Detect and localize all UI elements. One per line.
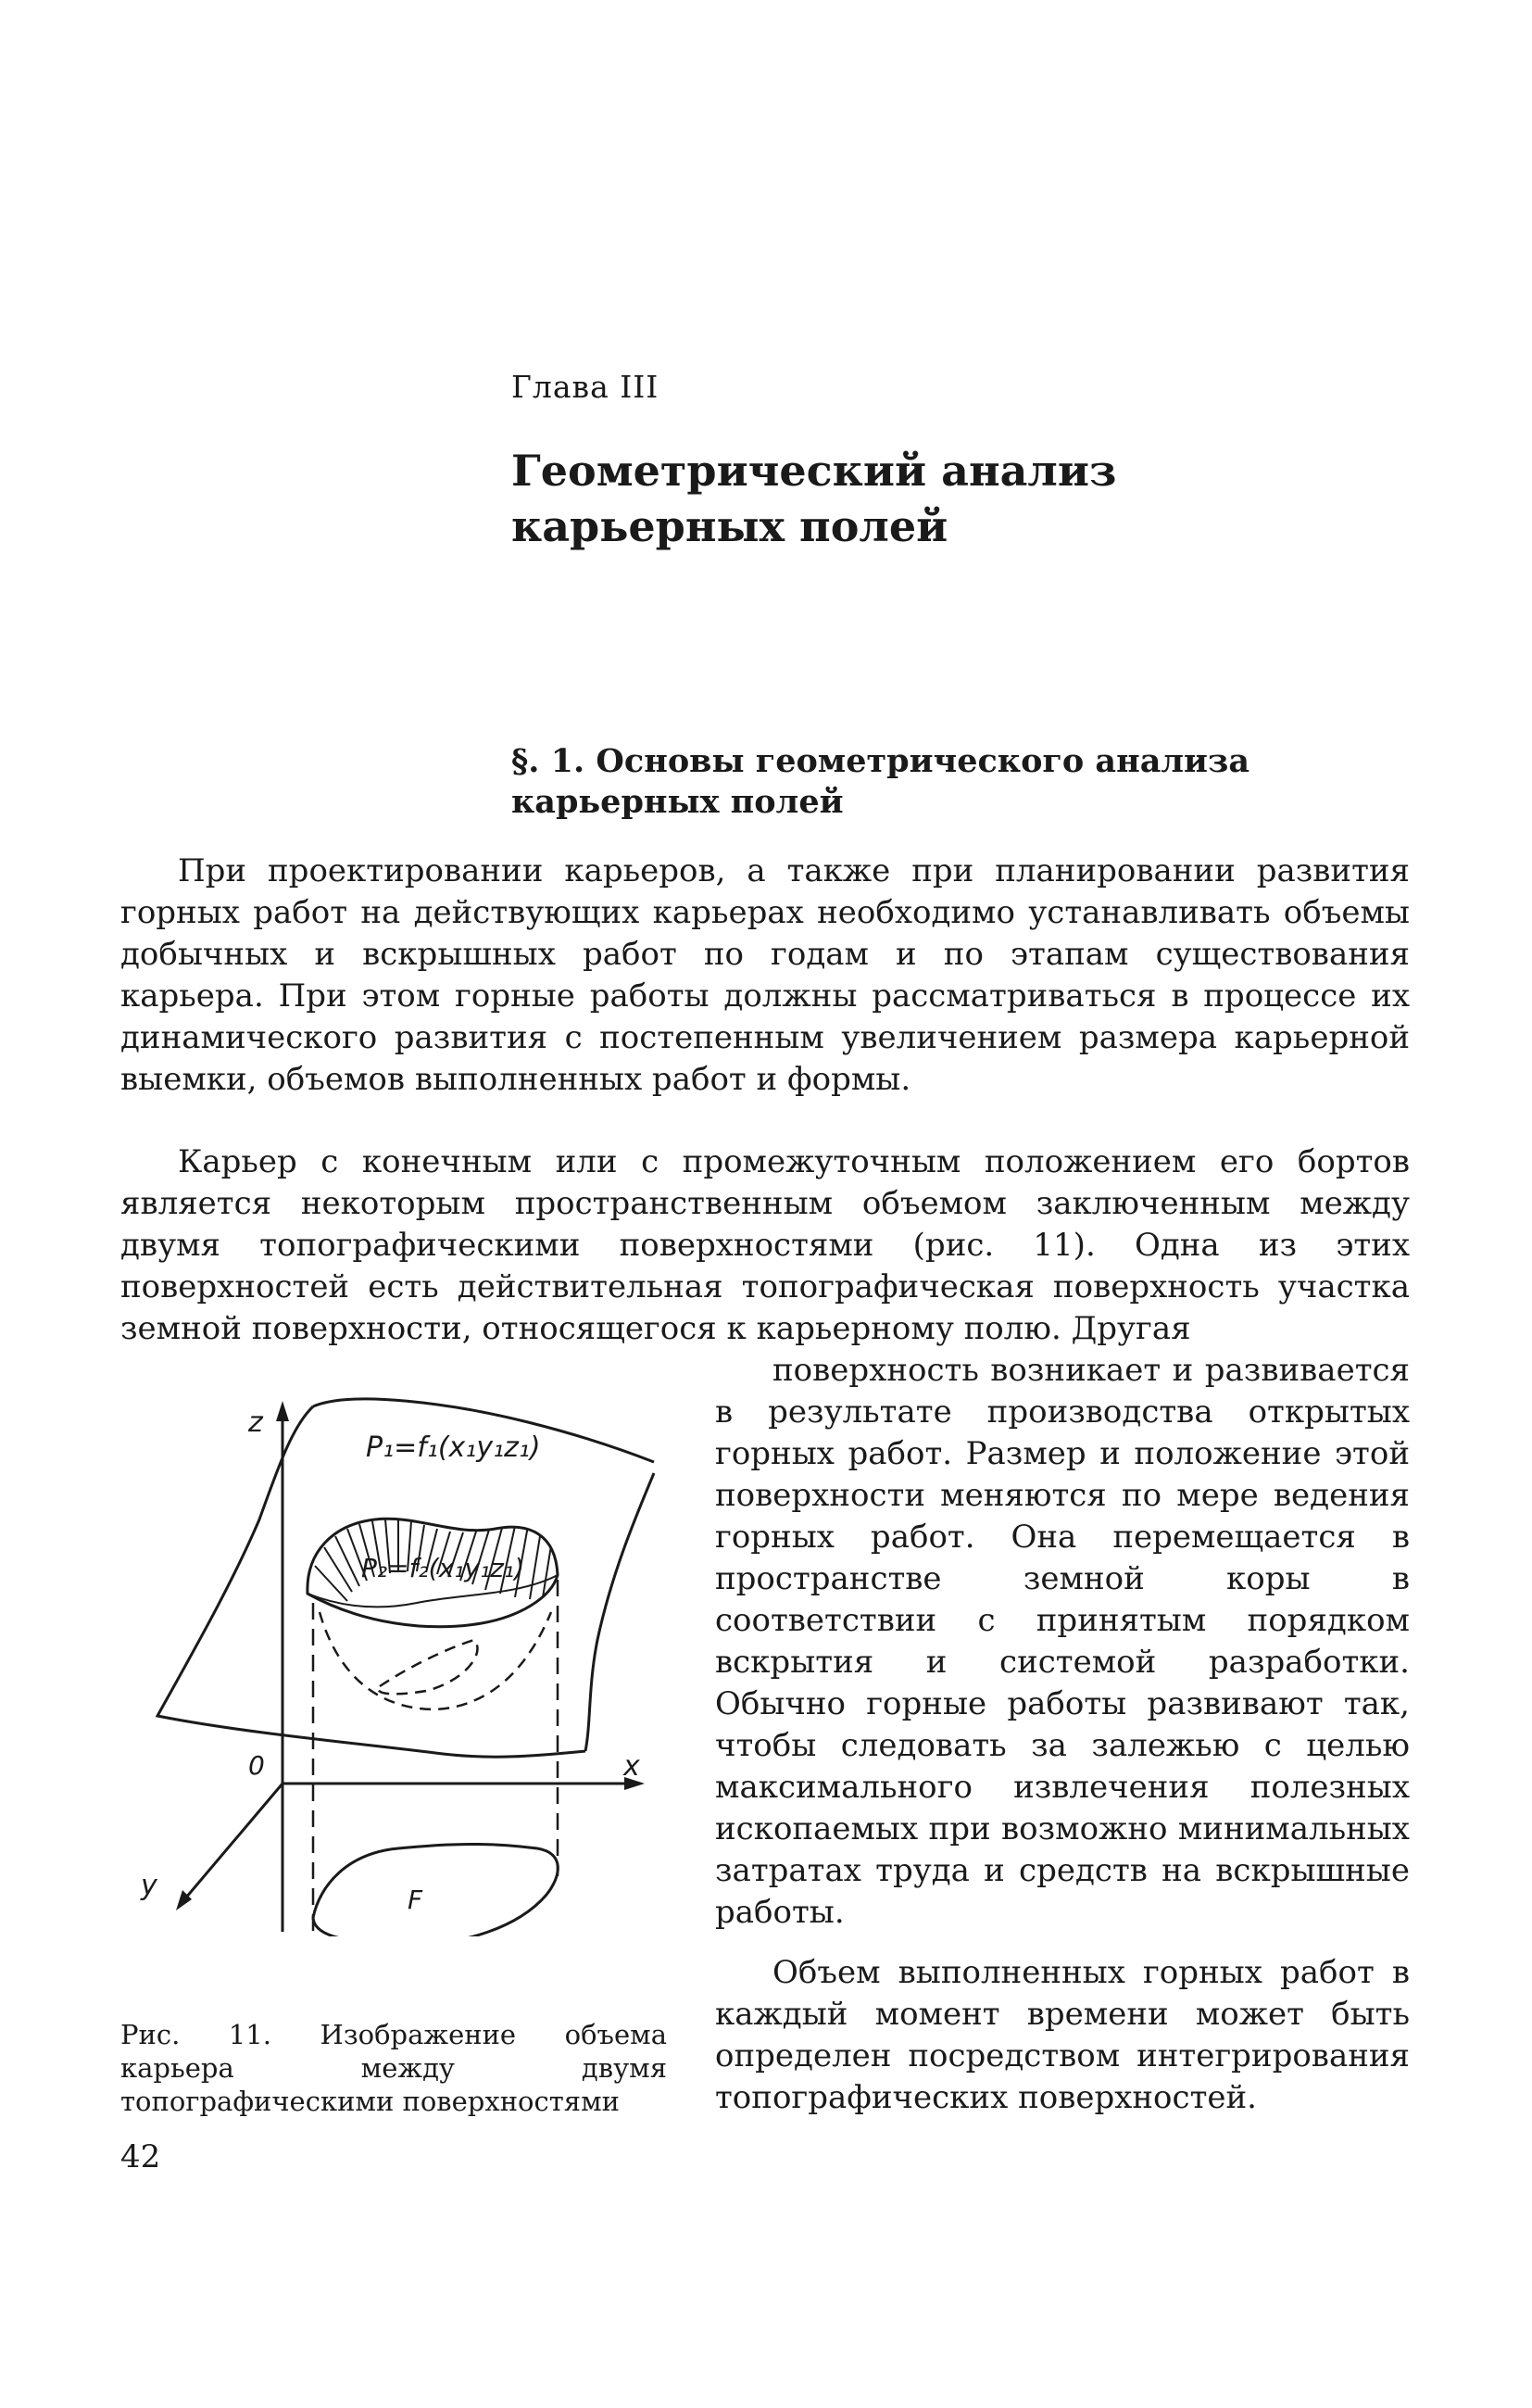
page-number: 42	[120, 2138, 161, 2175]
x-axis-label: x	[623, 1750, 640, 1783]
projection-lines	[313, 1580, 558, 1936]
paragraph-4: Объем выполненных горных работ в каждый момент времени может быть определен посредством интегрирования топографических поверхностей.	[715, 1954, 1410, 2116]
surface-2-label: P₂=f₂(x₁y₁z₁)	[361, 1553, 525, 1583]
origin-label: 0	[248, 1750, 265, 1781]
paragraph-1: При проектировании карьеров, а также при планировании развития горных работ на действующих карьерах необходимо устанавливать объемы добычных и вскрышных работ по годам и по этапам существования карьера. При этом горные работы должны рассматриваться в процессе их динамического развития с постепенным увеличением размера карьерной выемки, объемов выполненных работ и формы.	[120, 852, 1410, 1098]
projection-area-F	[313, 1844, 558, 1936]
figure-caption: Рис. 11. Изображение объема карьера между двумя топографическими поверхностями	[120, 2019, 667, 2117]
chapter-title: Геометрический анализ карьерных полей	[511, 446, 1117, 551]
section-title: §. 1. Основы геометрического анализа карьерных полей	[511, 742, 1250, 821]
z-axis-arrow	[276, 1401, 289, 1421]
paragraph-2: Карьер с конечным или с промежуточным положением его бортов является некоторым пространственным объемом заключенным между двумя топографическими поверхностями (рис. 11). Одна из этих поверхностей есть действительная топографическая поверхность участка земной поверхности, относящегося к карьерному полю. Другая	[120, 1143, 1410, 1347]
chapter-label: Глава III	[511, 369, 659, 405]
figure-11-diagram	[130, 1381, 685, 1936]
y-axis-label: y	[141, 1870, 157, 1902]
surface-1-label: P₁=f₁(x₁y₁z₁)	[366, 1431, 541, 1464]
y-axis	[181, 1784, 283, 1904]
paragraph-3: поверхность возникает и развивается в результате производства открытых горных работ. Размер и положение этой поверхности меняются по мере ведения горных работ. Она перемещается в пространстве земной коры в соответствии с принятым порядком вскрытия и системой разработки. Обычно горные работы развивают так, чтобы следовать за залежью с целью максимального извлечения полезных ископаемых при возможно минимальных затратах труда и средств на вскрышные работы.	[715, 1352, 1410, 1931]
z-axis-label: z	[248, 1406, 263, 1439]
projection-label: F	[408, 1885, 423, 1915]
figure-11	[130, 1381, 685, 1936]
